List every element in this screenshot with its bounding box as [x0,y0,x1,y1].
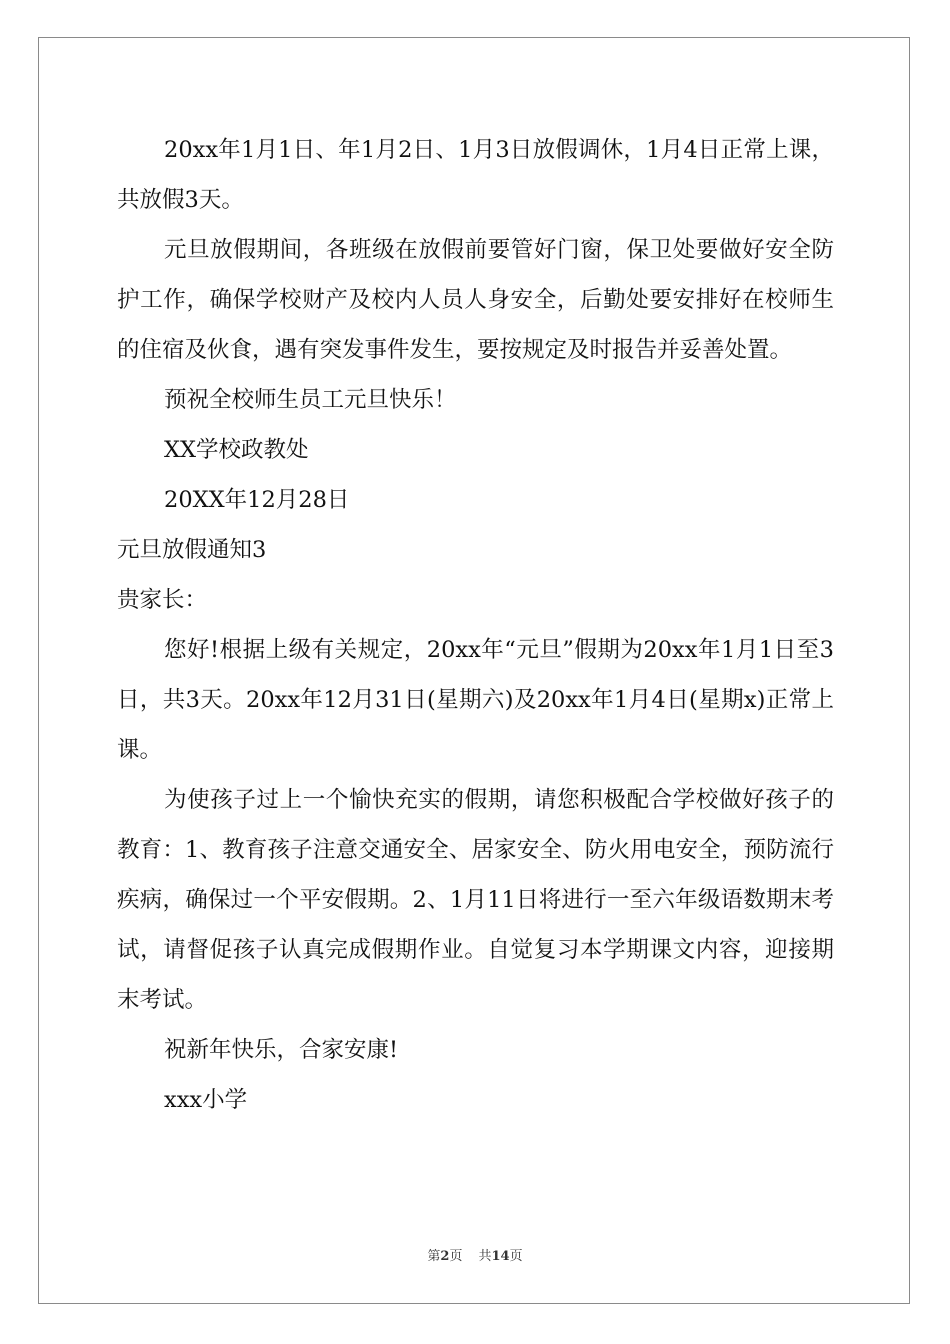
page-current-number: 2 [440,1249,450,1264]
total-suffix: 页 [509,1249,523,1264]
paragraph-holiday-schedule: 20xx年1月1日、年1月2日、1月3日放假调休，1月4日正常上课，共放假3天。 [117,137,834,213]
section-title: 元旦放假通知3 [117,537,267,563]
salutation: 贵家长： [117,587,208,613]
paragraph-wishes: 祝新年快乐，合家安康! [164,1037,399,1063]
paragraph-greeting: 预祝全校师生员工元旦快乐！ [164,387,457,413]
signature-office: XX学校政教处 [164,437,309,463]
paragraph-safety-notice: 元旦放假期间，各班级在放假前要管好门窗，保卫处要做好安全防护工作，确保学校财产及校内人员人身安全，后勤处要安排好在校师生的住宿及伙食，遇有突发事件发生，要按规定及时报告并妥善处置。 [117,237,834,363]
page-suffix: 页 [449,1249,463,1264]
page-prefix: 第 [427,1249,441,1264]
signature-school: xxx小学 [164,1087,248,1113]
paragraph-holiday-dates: 您好!根据上级有关规定，20xx年“元旦”假期为20xx年1月1日至3日，共3天。20xx年12月31日(星期六)及20xx年1月4日(星期x)正常上课。 [117,637,834,763]
total-prefix: 共 [478,1249,492,1264]
page-total-number: 14 [491,1249,510,1264]
page-footer [0,1245,950,1264]
signature-date: 20XX年12月28日 [164,487,350,513]
document-body [117,125,834,1125]
paragraph-parent-requests: 为使孩子过上一个愉快充实的假期，请您积极配合学校做好孩子的教育：1、教育孩子注意交通安全、居家安全、防火用电安全，预防流行疾病，确保过一个平安假期。2、1月11日将进行一至六年级语数期末考试，请督促孩子认真完成假期作业。自觉复习本学期课文内容，迎接期末考试。 [117,787,834,1013]
